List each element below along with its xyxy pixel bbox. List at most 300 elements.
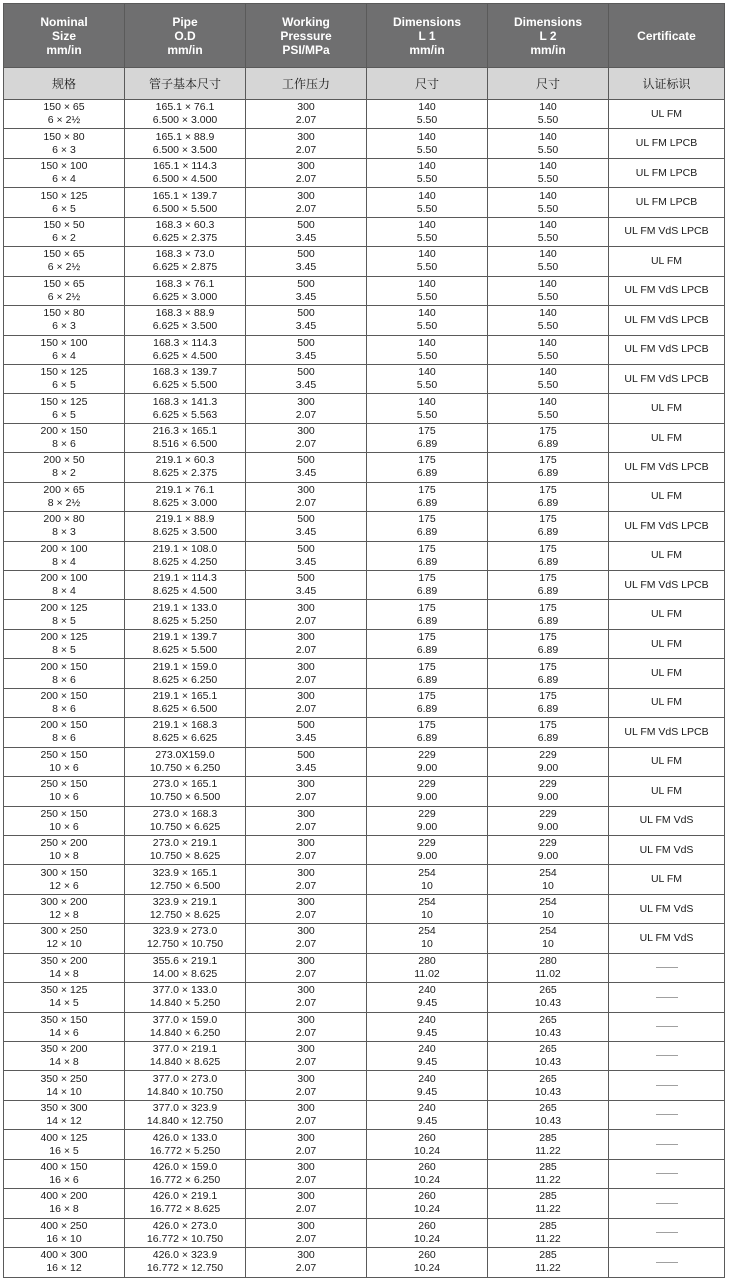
cell-nominal-size-metric: 150 × 125 (40, 395, 88, 408)
cell-dimension-l2-metric: 265 (539, 1013, 557, 1026)
subheader-size: 规格 (4, 68, 125, 100)
header-pipe-od-line2: O.D (174, 28, 196, 43)
cell-nominal-size (4, 747, 125, 776)
cell-working-pressure-metric: 300 (297, 160, 315, 173)
cell-nominal-size-metric: 300 × 150 (40, 866, 88, 879)
cell-dimension-l2-imperial: 9.00 (537, 850, 559, 863)
cell-dimension-l2 (488, 688, 609, 717)
cell-pipe-od (125, 276, 246, 305)
cell-dimension-l1 (367, 247, 488, 276)
cell-dimension-l1-metric: 229 (418, 778, 436, 791)
cell-certificate: UL FM VdS LPCB (609, 217, 725, 246)
cell-certificate: UL FM VdS LPCB (609, 276, 725, 305)
cell-dimension-l1 (367, 571, 488, 600)
cell-working-pressure-metric: 500 (297, 542, 315, 555)
cell-working-pressure-metric: 300 (297, 925, 315, 938)
cell-nominal-size-imperial: 6 × 4 (52, 349, 76, 362)
cell-dimension-l1-imperial: 6.89 (416, 438, 438, 451)
empty-dash (656, 967, 678, 968)
cell-dimension-l2-metric: 265 (539, 1043, 557, 1056)
cell-certificate: UL FM (609, 100, 725, 129)
cell-dimension-l1-metric: 260 (418, 1160, 436, 1173)
cell-dimension-l1-imperial: 10.24 (413, 1203, 441, 1216)
cell-pipe-od-imperial: 14.840 × 8.625 (149, 1056, 221, 1069)
cell-working-pressure-metric: 300 (297, 1043, 315, 1056)
table-row (4, 512, 725, 541)
cell-working-pressure (246, 1042, 367, 1071)
cell-pipe-od (125, 1071, 246, 1100)
cell-pipe-od-imperial: 10.750 × 6.250 (149, 761, 221, 774)
cell-nominal-size-metric: 150 × 125 (40, 189, 88, 202)
cell-dimension-l1 (367, 953, 488, 982)
cell-certificate (609, 1218, 725, 1247)
cell-pipe-od-metric: 377.0 × 133.0 (152, 984, 218, 997)
cell-dimension-l2-imperial: 6.89 (537, 585, 559, 598)
cell-dimension-l2 (488, 482, 609, 511)
cell-nominal-size-imperial: 8 × 5 (52, 614, 76, 627)
cell-dimension-l1-imperial: 9.45 (416, 997, 438, 1010)
cell-nominal-size-imperial: 6 × 3 (52, 143, 76, 156)
cell-dimension-l2-imperial: 10 (542, 938, 554, 951)
cell-dimension-l1-imperial: 11.02 (414, 967, 440, 980)
header-nominal-size-line2: Size (51, 28, 76, 43)
header-row-chinese (4, 68, 725, 100)
cell-dimension-l2-metric: 140 (539, 160, 557, 173)
cell-dimension-l1 (367, 423, 488, 452)
table-row (4, 100, 725, 129)
cell-working-pressure (246, 865, 367, 894)
cell-dimension-l2-imperial: 5.50 (537, 349, 559, 362)
cell-dimension-l1 (367, 364, 488, 393)
subheader-l2: 尺寸 (488, 68, 609, 100)
cell-dimension-l1-imperial: 10 (421, 879, 433, 892)
cell-pipe-od-metric: 219.1 × 165.1 (152, 689, 218, 702)
cell-certificate (609, 1159, 725, 1188)
cell-dimension-l1 (367, 394, 488, 423)
cell-working-pressure-metric: 300 (297, 130, 315, 143)
cell-pipe-od-imperial: 10.750 × 8.625 (149, 850, 221, 863)
cell-pipe-od (125, 600, 246, 629)
cell-dimension-l1-metric: 175 (418, 572, 436, 585)
cell-dimension-l1-metric: 229 (418, 748, 436, 761)
cell-pipe-od (125, 129, 246, 158)
cell-working-pressure-metric: 500 (297, 336, 315, 349)
cell-working-pressure-imperial: 3.45 (295, 467, 317, 480)
cell-dimension-l1-imperial: 6.89 (416, 673, 438, 686)
cell-dimension-l2-imperial: 5.50 (537, 143, 559, 156)
cell-working-pressure (246, 983, 367, 1012)
cell-pipe-od (125, 747, 246, 776)
subheader-certificate: 认证标识 (609, 68, 725, 100)
cell-pipe-od-imperial: 6.500 × 5.500 (152, 202, 218, 215)
cell-certificate (609, 1071, 725, 1100)
cell-dimension-l1-imperial: 9.00 (416, 850, 438, 863)
table-row (4, 394, 725, 423)
cell-working-pressure-metric: 300 (297, 866, 315, 879)
cell-nominal-size-imperial: 6 × 5 (52, 202, 76, 215)
cell-working-pressure-imperial: 2.07 (295, 879, 317, 892)
table-row (4, 894, 725, 923)
cell-certificate (609, 1042, 725, 1071)
cell-working-pressure (246, 924, 367, 953)
cell-nominal-size (4, 600, 125, 629)
cell-nominal-size (4, 1189, 125, 1218)
empty-dash (656, 1173, 678, 1174)
cell-working-pressure (246, 482, 367, 511)
cell-certificate (609, 953, 725, 982)
cell-nominal-size-metric: 200 × 50 (43, 454, 85, 467)
header-working-pressure-line1: Working (282, 14, 330, 29)
cell-dimension-l2-imperial: 9.00 (537, 791, 559, 804)
cell-dimension-l1-imperial: 6.89 (416, 526, 438, 539)
cell-pipe-od-metric: 426.0 × 273.0 (152, 1219, 218, 1232)
table-row (4, 865, 725, 894)
cell-working-pressure-imperial: 3.45 (295, 290, 317, 303)
cell-nominal-size (4, 512, 125, 541)
cell-dimension-l1 (367, 688, 488, 717)
cell-dimension-l1-metric: 140 (418, 101, 436, 114)
cell-working-pressure-imperial: 2.07 (295, 909, 317, 922)
cell-nominal-size-metric: 200 × 150 (40, 425, 88, 438)
cell-nominal-size-imperial: 14 × 8 (49, 1056, 79, 1069)
cell-nominal-size (4, 953, 125, 982)
cell-working-pressure (246, 335, 367, 364)
cell-pipe-od-metric: 273.0 × 219.1 (152, 837, 218, 850)
cell-nominal-size-metric: 200 × 125 (40, 631, 88, 644)
cell-dimension-l1-imperial: 6.89 (416, 467, 438, 480)
cell-dimension-l2-imperial: 6.89 (537, 702, 559, 715)
cell-working-pressure-imperial: 2.07 (295, 1085, 317, 1098)
cell-pipe-od (125, 1012, 246, 1041)
cell-dimension-l1-imperial: 5.50 (416, 261, 438, 274)
cell-working-pressure-imperial: 3.45 (295, 261, 317, 274)
cell-pipe-od (125, 777, 246, 806)
cell-pipe-od-metric: 219.1 × 60.3 (155, 454, 215, 467)
table-row (4, 629, 725, 658)
cell-certificate (609, 1248, 725, 1277)
table-row (4, 423, 725, 452)
cell-nominal-size (4, 423, 125, 452)
cell-nominal-size-imperial: 8 × 4 (52, 555, 76, 568)
subheader-pressure: 工作压力 (246, 68, 367, 100)
cell-nominal-size-imperial: 6 × 2½ (47, 261, 81, 274)
cell-working-pressure-metric: 500 (297, 454, 315, 467)
cell-dimension-l2 (488, 1218, 609, 1247)
cell-dimension-l1-imperial: 5.50 (416, 408, 438, 421)
cell-working-pressure-imperial: 2.07 (295, 1262, 317, 1275)
cell-dimension-l2 (488, 894, 609, 923)
cell-nominal-size-metric: 150 × 100 (40, 160, 88, 173)
cell-pipe-od-imperial: 10.750 × 6.625 (149, 820, 221, 833)
cell-dimension-l2-metric: 265 (539, 1102, 557, 1115)
cell-nominal-size-imperial: 8 × 6 (52, 673, 76, 686)
cell-certificate: UL FM LPCB (609, 188, 725, 217)
cell-working-pressure (246, 129, 367, 158)
spec-table-container (3, 3, 724, 1278)
table-row (4, 276, 725, 305)
cell-working-pressure-metric: 300 (297, 395, 315, 408)
cell-working-pressure-imperial: 2.07 (295, 496, 317, 509)
cell-nominal-size (4, 571, 125, 600)
cell-dimension-l1-imperial: 9.45 (416, 1026, 438, 1039)
cell-dimension-l2 (488, 718, 609, 747)
cell-dimension-l2 (488, 600, 609, 629)
cell-dimension-l2 (488, 453, 609, 482)
cell-working-pressure (246, 629, 367, 658)
cell-working-pressure (246, 1159, 367, 1188)
cell-pipe-od-metric: 273.0 × 168.3 (152, 807, 218, 820)
cell-dimension-l2 (488, 306, 609, 335)
cell-pipe-od (125, 924, 246, 953)
cell-dimension-l1-imperial: 6.89 (416, 732, 438, 745)
cell-nominal-size (4, 1100, 125, 1129)
cell-dimension-l2-metric: 140 (539, 336, 557, 349)
cell-dimension-l2-metric: 140 (539, 218, 557, 231)
cell-pipe-od-imperial: 8.625 × 4.250 (152, 555, 218, 568)
cell-nominal-size-imperial: 8 × 6 (52, 732, 76, 745)
cell-dimension-l1-imperial: 5.50 (416, 143, 438, 156)
cell-dimension-l2 (488, 953, 609, 982)
cell-dimension-l1-imperial: 10 (421, 909, 433, 922)
cell-pipe-od-imperial: 8.625 × 5.250 (152, 614, 218, 627)
cell-dimension-l1-imperial: 5.50 (416, 231, 438, 244)
cell-certificate: UL FM VdS LPCB (609, 335, 725, 364)
table-row (4, 835, 725, 864)
cell-dimension-l2-imperial: 6.89 (537, 555, 559, 568)
cell-certificate: UL FM (609, 482, 725, 511)
cell-working-pressure (246, 188, 367, 217)
cell-certificate (609, 1130, 725, 1159)
table-row (4, 1042, 725, 1071)
table-row (4, 541, 725, 570)
cell-dimension-l2 (488, 188, 609, 217)
cell-nominal-size-metric: 150 × 65 (43, 277, 85, 290)
table-row (4, 1159, 725, 1188)
cell-working-pressure-metric: 300 (297, 1102, 315, 1115)
cell-nominal-size-metric: 150 × 80 (43, 307, 85, 320)
cell-nominal-size (4, 453, 125, 482)
cell-nominal-size (4, 1159, 125, 1188)
header-nominal-size (4, 4, 125, 68)
cell-dimension-l2-imperial: 6.89 (537, 526, 559, 539)
cell-certificate: UL FM LPCB (609, 129, 725, 158)
cell-nominal-size-metric: 400 × 300 (40, 1249, 88, 1262)
cell-dimension-l1-metric: 140 (418, 160, 436, 173)
cell-nominal-size (4, 541, 125, 570)
cell-pipe-od-metric: 377.0 × 159.0 (152, 1013, 218, 1026)
cell-dimension-l1-metric: 240 (418, 1013, 436, 1026)
cell-working-pressure (246, 247, 367, 276)
cell-dimension-l1-imperial: 10.24 (413, 1232, 441, 1245)
cell-dimension-l1-imperial: 9.45 (416, 1085, 438, 1098)
cell-pipe-od-imperial: 12.750 × 10.750 (146, 938, 224, 951)
cell-certificate: UL FM VdS LPCB (609, 364, 725, 393)
cell-nominal-size-metric: 200 × 150 (40, 689, 88, 702)
cell-dimension-l2-imperial: 11.22 (535, 1144, 561, 1157)
cell-dimension-l1 (367, 1248, 488, 1277)
cell-dimension-l2-metric: 140 (539, 101, 557, 114)
table-row (4, 158, 725, 187)
cell-pipe-od-imperial: 6.500 × 3.500 (152, 143, 218, 156)
table-row (4, 335, 725, 364)
cell-pipe-od (125, 394, 246, 423)
cell-working-pressure (246, 571, 367, 600)
cell-working-pressure-metric: 300 (297, 837, 315, 850)
cell-dimension-l2-imperial: 5.50 (537, 173, 559, 186)
cell-pipe-od-metric: 219.1 × 114.3 (153, 572, 217, 585)
cell-dimension-l2 (488, 100, 609, 129)
cell-working-pressure (246, 423, 367, 452)
cell-working-pressure-imperial: 2.07 (295, 202, 317, 215)
cell-nominal-size-metric: 200 × 125 (40, 601, 88, 614)
cell-dimension-l2-imperial: 5.50 (537, 261, 559, 274)
cell-dimension-l1-metric: 175 (418, 719, 436, 732)
cell-dimension-l1-metric: 140 (418, 336, 436, 349)
cell-working-pressure-imperial: 2.07 (295, 1232, 317, 1245)
empty-dash (656, 1144, 678, 1145)
cell-working-pressure-imperial: 2.07 (295, 438, 317, 451)
table-header (4, 4, 725, 100)
cell-working-pressure-imperial: 2.07 (295, 173, 317, 186)
table-row (4, 364, 725, 393)
cell-nominal-size-metric: 200 × 100 (40, 572, 88, 585)
cell-dimension-l1 (367, 659, 488, 688)
cell-dimension-l2 (488, 924, 609, 953)
cell-working-pressure-imperial: 2.07 (295, 702, 317, 715)
cell-pipe-od-metric: 168.3 × 60.3 (155, 218, 215, 231)
cell-dimension-l2 (488, 364, 609, 393)
cell-dimension-l1-metric: 175 (418, 631, 436, 644)
cell-working-pressure-imperial: 2.07 (295, 614, 317, 627)
header-pipe-od-line3: mm/in (167, 42, 203, 57)
cell-working-pressure-imperial: 3.45 (295, 761, 317, 774)
cell-pipe-od-imperial: 14.840 × 6.250 (149, 1026, 221, 1039)
cell-nominal-size-imperial: 8 × 6 (52, 438, 76, 451)
cell-nominal-size (4, 188, 125, 217)
cell-dimension-l2-imperial: 5.50 (537, 231, 559, 244)
cell-dimension-l2 (488, 217, 609, 246)
cell-pipe-od-imperial: 6.500 × 4.500 (152, 173, 218, 186)
cell-working-pressure-metric: 300 (297, 189, 315, 202)
cell-dimension-l1 (367, 629, 488, 658)
cell-working-pressure-metric: 500 (297, 277, 315, 290)
cell-certificate: UL FM (609, 394, 725, 423)
cell-dimension-l1 (367, 512, 488, 541)
cell-dimension-l2 (488, 1189, 609, 1218)
cell-working-pressure-metric: 300 (297, 778, 315, 791)
empty-dash (656, 1232, 678, 1233)
cell-pipe-od (125, 835, 246, 864)
table-row (4, 188, 725, 217)
cell-pipe-od (125, 1042, 246, 1071)
cell-dimension-l1 (367, 835, 488, 864)
cell-nominal-size (4, 659, 125, 688)
cell-certificate: UL FM (609, 423, 725, 452)
cell-nominal-size-metric: 350 × 125 (40, 984, 88, 997)
cell-pipe-od-imperial: 14.840 × 10.750 (146, 1085, 224, 1098)
cell-pipe-od-metric: 168.3 × 73.0 (155, 248, 215, 261)
cell-working-pressure-imperial: 2.07 (295, 143, 317, 156)
cell-pipe-od-metric: 168.3 × 139.7 (152, 366, 218, 379)
cell-nominal-size-metric: 150 × 125 (40, 366, 88, 379)
cell-nominal-size-metric: 150 × 100 (40, 336, 88, 349)
cell-nominal-size-metric: 350 × 200 (40, 1043, 88, 1056)
cell-nominal-size-imperial: 6 × 2 (52, 231, 76, 244)
cell-dimension-l1 (367, 100, 488, 129)
cell-nominal-size-imperial: 16 × 5 (49, 1144, 79, 1157)
cell-dimension-l2 (488, 659, 609, 688)
cell-nominal-size-imperial: 14 × 12 (46, 1115, 82, 1128)
table-row (4, 806, 725, 835)
cell-dimension-l2 (488, 129, 609, 158)
cell-dimension-l1 (367, 983, 488, 1012)
cell-dimension-l2-metric: 140 (539, 366, 557, 379)
empty-dash (656, 1085, 678, 1086)
cell-dimension-l1-imperial: 10.24 (413, 1144, 441, 1157)
cell-working-pressure-metric: 500 (297, 307, 315, 320)
cell-dimension-l2 (488, 571, 609, 600)
cell-dimension-l1-imperial: 9.45 (416, 1056, 438, 1069)
cell-certificate: UL FM VdS LPCB (609, 306, 725, 335)
cell-dimension-l1-imperial: 6.89 (416, 644, 438, 657)
cell-dimension-l1-metric: 260 (418, 1249, 436, 1262)
cell-certificate: UL FM (609, 629, 725, 658)
cell-working-pressure (246, 1071, 367, 1100)
cell-working-pressure-imperial: 3.45 (295, 349, 317, 362)
cell-pipe-od-metric: 168.3 × 88.9 (155, 307, 215, 320)
cell-dimension-l1-metric: 175 (418, 689, 436, 702)
cell-nominal-size-imperial: 14 × 10 (46, 1085, 82, 1098)
cell-pipe-od (125, 806, 246, 835)
header-nominal-size-line1: Nominal (40, 14, 88, 29)
cell-pipe-od-imperial: 16.772 × 12.750 (146, 1262, 224, 1275)
cell-pipe-od-metric: 168.3 × 76.1 (155, 277, 215, 290)
cell-pipe-od-metric: 219.1 × 133.0 (152, 601, 218, 614)
cell-dimension-l2 (488, 806, 609, 835)
cell-pipe-od-imperial: 8.625 × 3.500 (152, 526, 218, 539)
table-row (4, 1012, 725, 1041)
cell-working-pressure-metric: 500 (297, 748, 315, 761)
table-row (4, 482, 725, 511)
cell-dimension-l2-metric: 229 (539, 778, 557, 791)
cell-dimension-l2-metric: 265 (539, 984, 557, 997)
cell-dimension-l1-metric: 260 (418, 1219, 436, 1232)
cell-dimension-l1 (367, 1130, 488, 1159)
cell-dimension-l1-imperial: 6.89 (416, 496, 438, 509)
cell-pipe-od (125, 571, 246, 600)
cell-dimension-l1-metric: 260 (418, 1131, 436, 1144)
cell-pipe-od-metric: 219.1 × 88.9 (155, 513, 215, 526)
cell-dimension-l1-metric: 175 (418, 483, 436, 496)
cell-nominal-size-metric: 200 × 65 (43, 483, 85, 496)
cell-pipe-od (125, 983, 246, 1012)
cell-dimension-l2 (488, 247, 609, 276)
cell-dimension-l2-metric: 254 (539, 925, 557, 938)
cell-nominal-size-imperial: 6 × 2½ (47, 114, 81, 127)
cell-dimension-l2-imperial: 11.22 (535, 1173, 561, 1186)
cell-nominal-size-imperial: 16 × 8 (49, 1203, 79, 1216)
header-nominal-size-line3: mm/in (46, 42, 82, 57)
cell-nominal-size-imperial: 12 × 6 (49, 879, 79, 892)
cell-dimension-l1 (367, 482, 488, 511)
cell-working-pressure-imperial: 2.07 (295, 1203, 317, 1216)
cell-pipe-od-metric: 165.1 × 114.3 (153, 160, 217, 173)
cell-working-pressure-metric: 300 (297, 1160, 315, 1173)
cell-pipe-od (125, 1130, 246, 1159)
cell-dimension-l2 (488, 335, 609, 364)
cell-nominal-size-metric: 150 × 50 (43, 218, 85, 231)
cell-working-pressure (246, 217, 367, 246)
